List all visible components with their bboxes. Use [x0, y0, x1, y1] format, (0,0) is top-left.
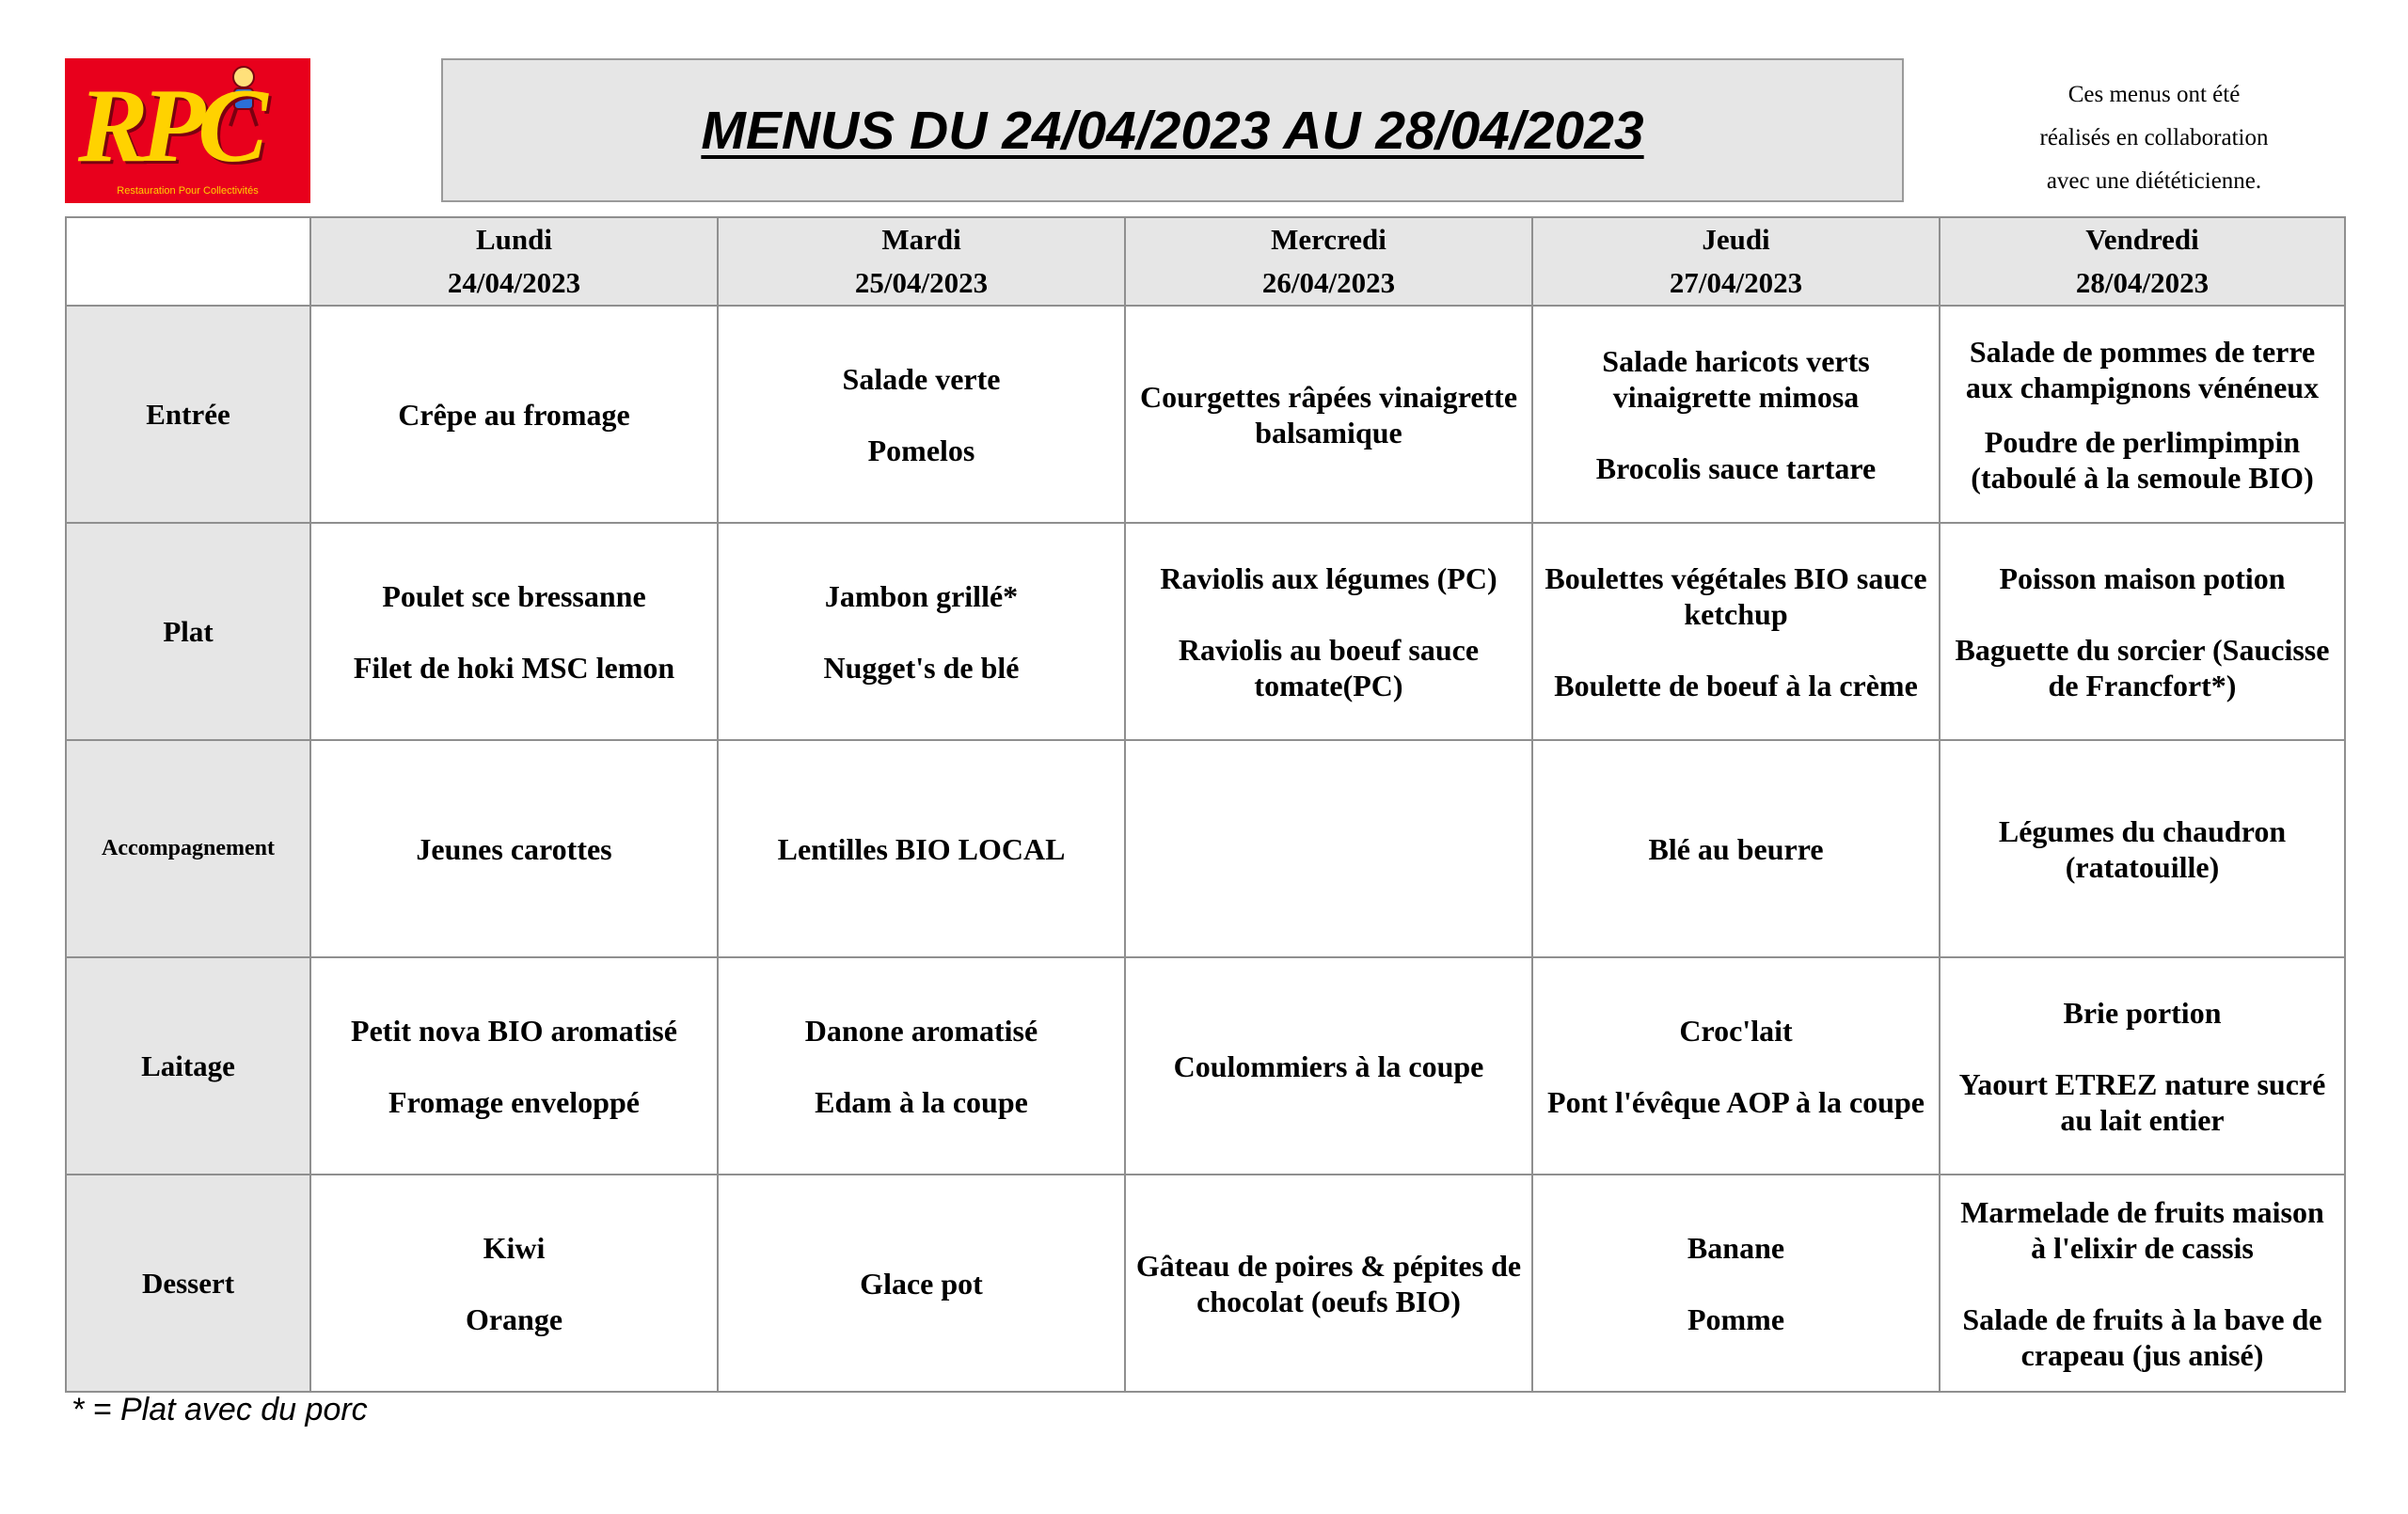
menu-cell [1532, 523, 1940, 740]
dish: Salade verte [842, 361, 1001, 396]
corner-cell [66, 217, 310, 306]
day-header [1125, 217, 1532, 306]
menu-cell [310, 306, 718, 523]
dish: Pomelos [867, 433, 975, 467]
menu-cell [1125, 957, 1532, 1175]
dish: Poulet sce bressanne [382, 578, 646, 613]
dish: Légumes du chaudron (ratatouille) [1998, 813, 2287, 884]
category-label: Entrée [66, 306, 310, 523]
menu-row-accompagnement [66, 740, 2345, 957]
dish: Jeunes carottes [416, 831, 612, 866]
menu-row-entree [66, 306, 2345, 523]
dish: Danone aromatisé [804, 1013, 1038, 1048]
menu-row-plat [66, 523, 2345, 740]
dish: Croc'lait [1679, 1013, 1793, 1048]
dish: Salade de pommes de terre aux champignons vénéneux [1965, 334, 2320, 404]
day-header [310, 217, 718, 306]
dish: Boulette de boeuf à la crème [1554, 668, 1918, 702]
menu-cell [1125, 1175, 1532, 1392]
dish: Edam à la coupe [815, 1084, 1028, 1119]
dish: Nugget's de blé [823, 650, 1020, 685]
day-date: 24/04/2023 [447, 266, 581, 299]
menu-cell [1940, 740, 2345, 957]
day-name: Lundi [475, 223, 552, 256]
day-name: Jeudi [1702, 223, 1770, 256]
dish: Lentilles BIO LOCAL [777, 831, 1066, 866]
dish: Poudre de perlimpimpin (taboulé à la semoule BIO) [1971, 424, 2314, 495]
dish: Kiwi [483, 1230, 546, 1265]
dish: Blé au beurre [1648, 831, 1824, 866]
category-label: Plat [66, 523, 310, 740]
dish: Marmelade de fruits maison à l'elixir de cassis [1960, 1194, 2324, 1265]
rpc-logo [65, 58, 310, 203]
menu-cell [1125, 306, 1532, 523]
day-date: 26/04/2023 [1261, 266, 1396, 299]
menu-row-dessert [66, 1175, 2345, 1392]
dish: Courgettes râpées vinaigrette balsamique [1139, 379, 1518, 449]
dish: Salade haricots verts vinaigrette mimosa [1602, 343, 1870, 414]
dish: Filet de hoki MSC lemon [353, 650, 675, 685]
menu-cell [1532, 306, 1940, 523]
menu-cell [1125, 523, 1532, 740]
title-banner [441, 58, 1904, 202]
menu-cell [1940, 1175, 2345, 1392]
dish: Pont l'évêque AOP à la coupe [1547, 1084, 1925, 1119]
day-name: Vendredi [2085, 223, 2199, 256]
day-header [718, 217, 1125, 306]
dish: Petit nova BIO aromatisé [351, 1013, 677, 1048]
dish: Pomme [1687, 1301, 1785, 1336]
header-row [66, 217, 2345, 306]
day-date: 25/04/2023 [854, 266, 989, 299]
dish: Fromage enveloppé [388, 1084, 640, 1119]
day-name: Mardi [881, 223, 961, 256]
dish: Banane [1687, 1230, 1785, 1265]
dish: Crêpe au fromage [398, 397, 630, 432]
menu-cell [718, 523, 1125, 740]
logo-text: RPC [78, 68, 261, 184]
dish: Poisson maison potion [1999, 560, 2286, 595]
dish: Raviolis au boeuf sauce tomate(PC) [1178, 632, 1480, 702]
category-label: Laitage [66, 957, 310, 1175]
menu-cell [1940, 306, 2345, 523]
dietitian-note [1985, 73, 2323, 203]
menu-cell [1532, 740, 1940, 957]
menu-cell [310, 1175, 718, 1392]
note-line: réalisés en collaboration [2039, 125, 2269, 150]
day-header [1532, 217, 1940, 306]
dish: Salade de fruits à la bave de crapeau (jus anisé) [1962, 1301, 2322, 1372]
menu-cell [718, 1175, 1125, 1392]
dish: Brie portion [2063, 995, 2222, 1030]
logo-tagline: Restauration Pour Collectivités [117, 185, 259, 197]
menu-cell [718, 740, 1125, 957]
menu-cell [1940, 957, 2345, 1175]
dish: Glace pot [860, 1266, 983, 1301]
dish: Baguette du sorcier (Saucisse de Francfort*) [1955, 632, 2330, 702]
menu-row-laitage [66, 957, 2345, 1175]
menu-cell [310, 957, 718, 1175]
menu-cell [1532, 1175, 1940, 1392]
dish: Gâteau de poires & pépites de chocolat (oeufs BIO) [1135, 1248, 1522, 1318]
day-date: 27/04/2023 [1669, 266, 1803, 299]
note-line: avec une diététicienne. [2046, 168, 2262, 194]
dish: Orange [465, 1301, 563, 1336]
dish: Jambon grillé* [824, 578, 1019, 613]
menu-cell [1940, 523, 2345, 740]
dish: Yaourt ETREZ nature sucré au lait entier [1958, 1066, 2326, 1137]
day-date: 28/04/2023 [2075, 266, 2210, 299]
dish: Coulommiers à la coupe [1173, 1049, 1484, 1083]
menu-cell [310, 740, 718, 957]
category-label: Accompagnement [66, 740, 310, 957]
day-header [1940, 217, 2345, 306]
menu-cell [310, 523, 718, 740]
dish: Boulettes végétales BIO sauce ketchup [1545, 560, 1927, 631]
menu-cell [718, 306, 1125, 523]
menu-cell [718, 957, 1125, 1175]
menu-cell [1125, 740, 1532, 957]
page-title: MENUS DU 24/04/2023 AU 28/04/2023 [701, 100, 1644, 161]
pork-footnote: * = Plat avec du porc [71, 1392, 368, 1427]
note-line: Ces menus ont été [2067, 82, 2241, 107]
menu-cell [1532, 957, 1940, 1175]
dish: Raviolis aux légumes (PC) [1160, 560, 1497, 595]
dish: Brocolis sauce tartare [1595, 450, 1877, 485]
day-name: Mercredi [1271, 223, 1386, 256]
menu-table [65, 216, 2346, 1393]
category-label: Dessert [66, 1175, 310, 1392]
